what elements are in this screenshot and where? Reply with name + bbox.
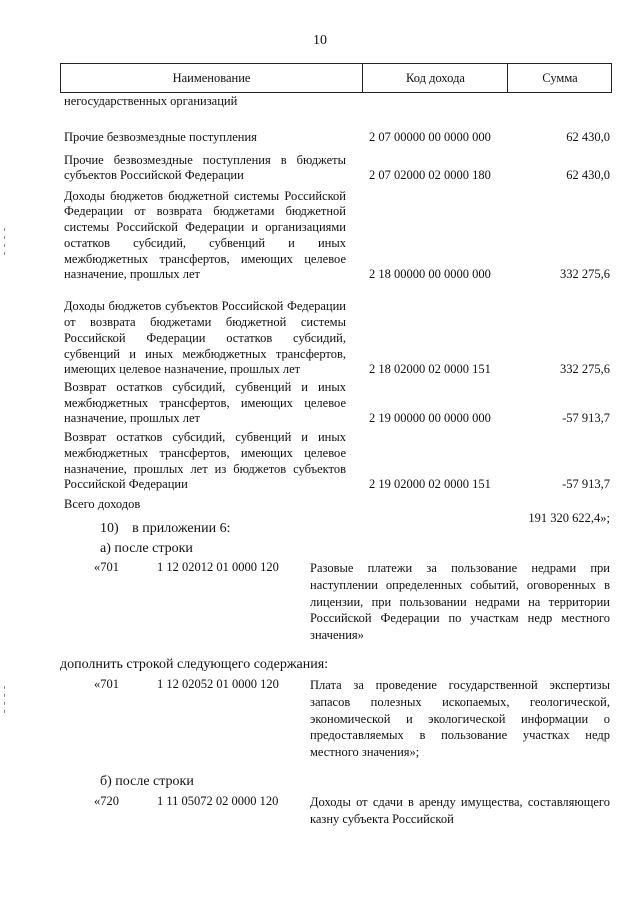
entry-income-code: 1 12 02052 01 0000 120 xyxy=(157,677,279,691)
table-row xyxy=(64,430,610,493)
row-code: 2 19 00000 00 0000 000 xyxy=(369,411,491,426)
table-row xyxy=(64,189,610,283)
header-name: Наименование xyxy=(172,71,251,85)
entry-income-code: 1 11 05072 02 0000 120 xyxy=(157,794,279,808)
row-sum: 62 430,0 xyxy=(566,168,610,183)
entry-3 xyxy=(94,794,614,834)
row-sum: 62 430,0 xyxy=(566,130,610,145)
entry-admin-code: «720 xyxy=(94,794,119,808)
row-name: Всего доходов xyxy=(64,497,141,511)
row-name: Доходы бюджетов бюджетной системы Российской Федерации от возврата бюджетами бюджетной системы Российской Федерации и организациями остатков субсидий, субвенций и иных межбюджетных трансфертов, имеющих целевое назначение, прошлых лет xyxy=(64,188,346,282)
entry-description: Плата за проведение государственной экспертизы запасов полезных ископаемых, геологической, экономической и экологической информации о предоставляемых в пользование участках недр местного значения»; xyxy=(310,678,610,760)
item-10-number: 10) xyxy=(100,521,119,536)
row-sum: -57 913,7 xyxy=(562,411,610,426)
row-sum: 332 275,6 xyxy=(560,362,610,377)
subitem-a: а) после строки xyxy=(100,541,193,556)
row-sum: 191 320 622,4»; xyxy=(528,511,610,525)
entry-2 xyxy=(94,677,614,760)
row-code: 2 07 02000 02 0000 180 xyxy=(369,168,491,183)
margin-marks xyxy=(4,228,6,260)
header-sum: Сумма xyxy=(507,64,612,92)
row-name: Возврат остатков субсидий, субвенций и иных межбюджетных трансфертов, имеющих целевое назначение, прошлых лет из бюджетов субъектов Российской Федерации xyxy=(64,430,346,492)
row-code: 2 19 02000 02 0000 151 xyxy=(369,477,491,492)
entry-income-code: 1 12 02012 01 0000 120 xyxy=(157,560,279,574)
income-table-body xyxy=(64,94,610,527)
item-10 xyxy=(100,521,230,537)
row-name: Доходы бюджетов субъектов Российской Федерации от возврата бюджетами бюджетной системы Российской Федерации остатков субсидий, субвенций и иных межбюджетных трансфертов, имеющих целевое назначение, прошлых лет xyxy=(64,299,346,377)
row-name: Возврат остатков субсидий, субвенций и иных межбюджетных трансфертов, имеющих целевое назначение, прошлых лет xyxy=(64,379,346,426)
row-sum: -57 913,7 xyxy=(562,477,610,492)
row-name: негосударственных организаций xyxy=(64,94,238,108)
table-header xyxy=(60,63,612,93)
table-row xyxy=(64,284,610,378)
table-row xyxy=(64,94,610,128)
page-number: 10 xyxy=(313,33,327,48)
entry-admin-code: «701 xyxy=(94,560,119,574)
supplement-line: дополнить строкой следующего содержания: xyxy=(60,657,329,672)
subitem-b: б) после строки xyxy=(100,774,194,789)
row-name: Прочие безвозмездные поступления в бюджеты субъектов Российской Федерации xyxy=(64,152,346,183)
entry-description: Разовые платежи за пользование недрами при наступлении определенных событий, оговоренных в лицензии, при пользовании недрами на территории Российской Федерации по участкам недр местного значения» xyxy=(310,561,610,643)
entry-description: Доходы от сдачи в аренду имущества, составляющего казну субъекта Российской xyxy=(310,795,610,826)
row-sum: 332 275,6 xyxy=(560,267,610,282)
table-row xyxy=(64,148,610,184)
row-code: 2 18 00000 00 0000 000 xyxy=(369,267,491,282)
entry-admin-code: «701 xyxy=(94,677,119,691)
margin-marks xyxy=(4,686,6,718)
row-name: Прочие безвозмездные поступления xyxy=(64,130,257,145)
table-row xyxy=(64,379,610,427)
item-10-text: в приложении 6: xyxy=(132,521,231,536)
row-code: 2 07 00000 00 0000 000 xyxy=(369,130,491,145)
table-row xyxy=(64,128,610,146)
header-code: Код дохода xyxy=(362,64,508,92)
row-code: 2 18 02000 02 0000 151 xyxy=(369,362,491,377)
entry-1 xyxy=(94,560,614,643)
